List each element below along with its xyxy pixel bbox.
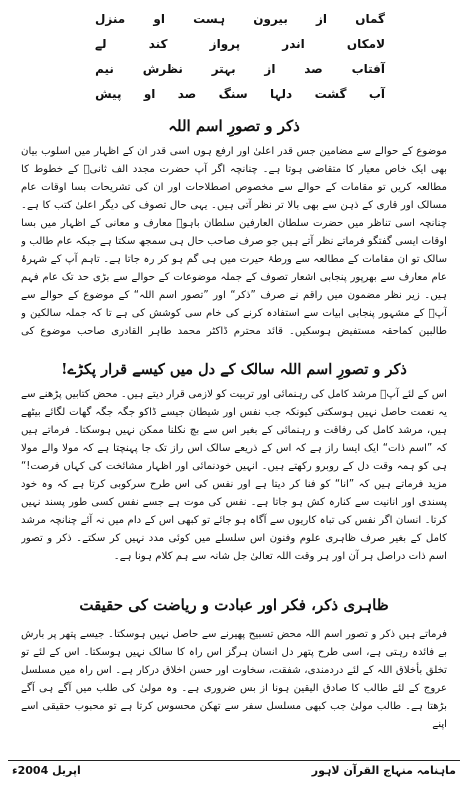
poem-word: از (264, 62, 276, 76)
poem-word: بیرون (253, 12, 288, 26)
poem-word: او (143, 87, 156, 101)
footer-divider (8, 760, 460, 761)
poem-line-1 (95, 12, 385, 28)
poem-word: از (316, 12, 328, 26)
poem-word: اندر (282, 37, 305, 51)
poem-word: صد (304, 62, 323, 76)
section-body-1: موضوع کے حوالے سے مضامین جس قدر اعلیٰ اور ارفع ہوں اسی قدر ان کے اظہار میں اسلوب بیان بھی ایک خاص معیار کا متقاضی ہوتا ہے۔ چنانچہ اگر آپ حضرت مجدد الف ثانیؒ کے خطوط کا مطالعہ کریں تو مقامات کے حوالے سے مخصوص اصطلاحات اور ان کی تشریحات بسا اوقات عام مسالک اور قاری کے ذہن سے بھی بالا تر نظر آتی ہیں۔ یہی حال تصوف کی دیگر اعلیٰ کتب کا ہے۔ چنانچہ اسی تناظر میں حضرت سلطان العارفین سلطان باہوؒ معارف و معانی کے اظہار میں بسا اوقات ایسی گفتگو فرماتے نظر آتے ہیں جو صرف صاحب حال ہی سمجھ سکتا ہے جبکہ عام طالب و سالک تو ان مقامات کے مطالعہ سے ورطۂ حیرت میں ہی گم ہو کر رہ جاتا ہے۔ تاہم آپ کے شہرۂ عام معارف سے بھرپور پنجابی اشعار تصوف کے جملہ موضوعات کے حوالے سے بڑی حد تک عام فہم ہیں۔ زیر نظر مضمون میں راقم نے صرف ”ذکر“ اور ”تصور اسم اللہ“ کے موضوع کے حوالے سے آپؒ کے مشہور پنجابی ابیات سے استفادہ کرنے کی خام سی کوشش کی ہے تا کہ جملہ سالکین و طالبین کماحقہ مستفیض ہوسکیں۔ قائد محترم ڈاکٹر محمد طاہر القادری صاحب موضوع کی (21, 146, 447, 337)
poem-word: بہتر (211, 62, 236, 76)
poem-word: نیم (95, 62, 114, 76)
poem-word: گماں (355, 12, 385, 26)
poem-word: آفتاب (351, 62, 385, 76)
poem-word: او (153, 12, 165, 26)
section-body-2: اس کے لئے آپؒ مرشد کامل کی رہنمائی اور تربیت کو لازمی قرار دیتے ہیں۔ محض کتابیں پڑھنے سے یہ نعمت حاصل نہیں ہوسکتی کیونکہ جب نفس اور شیطان جیسے ڈاکو جگہ جگہ گھات لگائے بیٹھے ہیں، مرشد کامل کی رفاقت و رہنمائی کے بغیر اس سے بچ نکلنا ممکن نہیں ہوسکتا۔ فرماتے ہیں کہ ”اسم ذات“ ایک ایسا راز ہے کہ اس کے ذریعے سالک اس راز تک جا پہنچتا ہے کہ مولا والے مولا ہی کو ہمہ وقت دل کے روبرو رکھتے ہیں۔ انہیں خودنمائی اور اظہار مشائخت کی کہاں فرصت!“ مزید فرماتے ہیں کہ ”انا“ کو فنا کر دیتا ہے اور نفس کی اس طرح سرکوبی کرتا ہے کہ وہ خود پسندی اور انانیت سے کنارہ کش ہو جاتا ہے۔ نفس کی موت ہے جسے نفس کسی طور پسند نہیں کرتا۔ انسان اگر نفس کی تباہ کاریوں سے آگاہ ہو جائے تو کبھی اس کے دام میں نہ آئے چنانچہ مرشد کامل کے بغیر صرف ظاہری علوم وفنون اس سلسلے میں کوئی مدد نہیں کر سکتے۔ ذکر و تصور اسم ذات دراصل ہر آن اور ہر وقت اللہ تعالیٰ جل شانہ سے ہم کلام ہونا ہے۔ (21, 389, 447, 562)
footer-issue-date: اپریل 2004ء (12, 764, 81, 777)
poem-word: سنگ (218, 87, 248, 101)
poem-word: کند (148, 37, 168, 51)
poem-word: صد (177, 87, 197, 101)
poem-word: گشت (314, 87, 347, 101)
poem-word: ہست (193, 12, 226, 26)
poem-word: پیش (95, 87, 122, 101)
poem-word: آب (368, 87, 385, 101)
poem-word: لامکاں (346, 37, 385, 51)
poem-word: لے (95, 37, 107, 51)
section-heading-3: ظاہری ذکر، فکر اور عبادت و ریاضت کی حقیقت (79, 596, 389, 614)
footer-magazine-name: ماہنامہ منہاج القرآن لاہور (311, 764, 456, 777)
section-heading-1: ذکر و تصورِ اسم اللہ (168, 117, 300, 135)
section-heading-2: ذکر و تصورِ اسم اللہ سالک کے دل میں کیسے قرار پکڑے! (61, 361, 407, 378)
poem-word: دلہا (270, 87, 293, 101)
poem-word: نظرش (142, 62, 183, 76)
section-body-3: فرماتے ہیں ذکر و تصور اسم اللہ محض تسبیح پھیرنے سے حاصل نہیں ہوسکتا۔ جیسے پتھر پر بارش بے فائدہ رہتی ہے، اسی طرح پتھر دل انسان ہرگز اس راہ کا سالک نہیں ہوسکتا۔ اس کے لئے تو تخلق بأخلاق اللہ کے لئے دردمندی، شفقت، سخاوت اور حسن اخلاق درکار ہے۔ اس راہ میں مسلسل عروج کے لئے طالب کا صادق الیقین ہونا از بس ضروری ہے۔ وہ مولیٰ کی طلب میں آگے ہی آگے بڑھتا ہے۔ طالب مولیٰ جب کبھی مسلسل سفر سے تھکن محسوس کرتا ہے تو محبوب حقیقی اسے اپنے (21, 629, 447, 730)
poem-line-4 (95, 87, 385, 103)
poem-line-3 (95, 62, 385, 78)
poem-line-2 (95, 37, 385, 53)
poem-word: منزل (95, 12, 126, 26)
poem-word: پرواز (209, 37, 241, 51)
